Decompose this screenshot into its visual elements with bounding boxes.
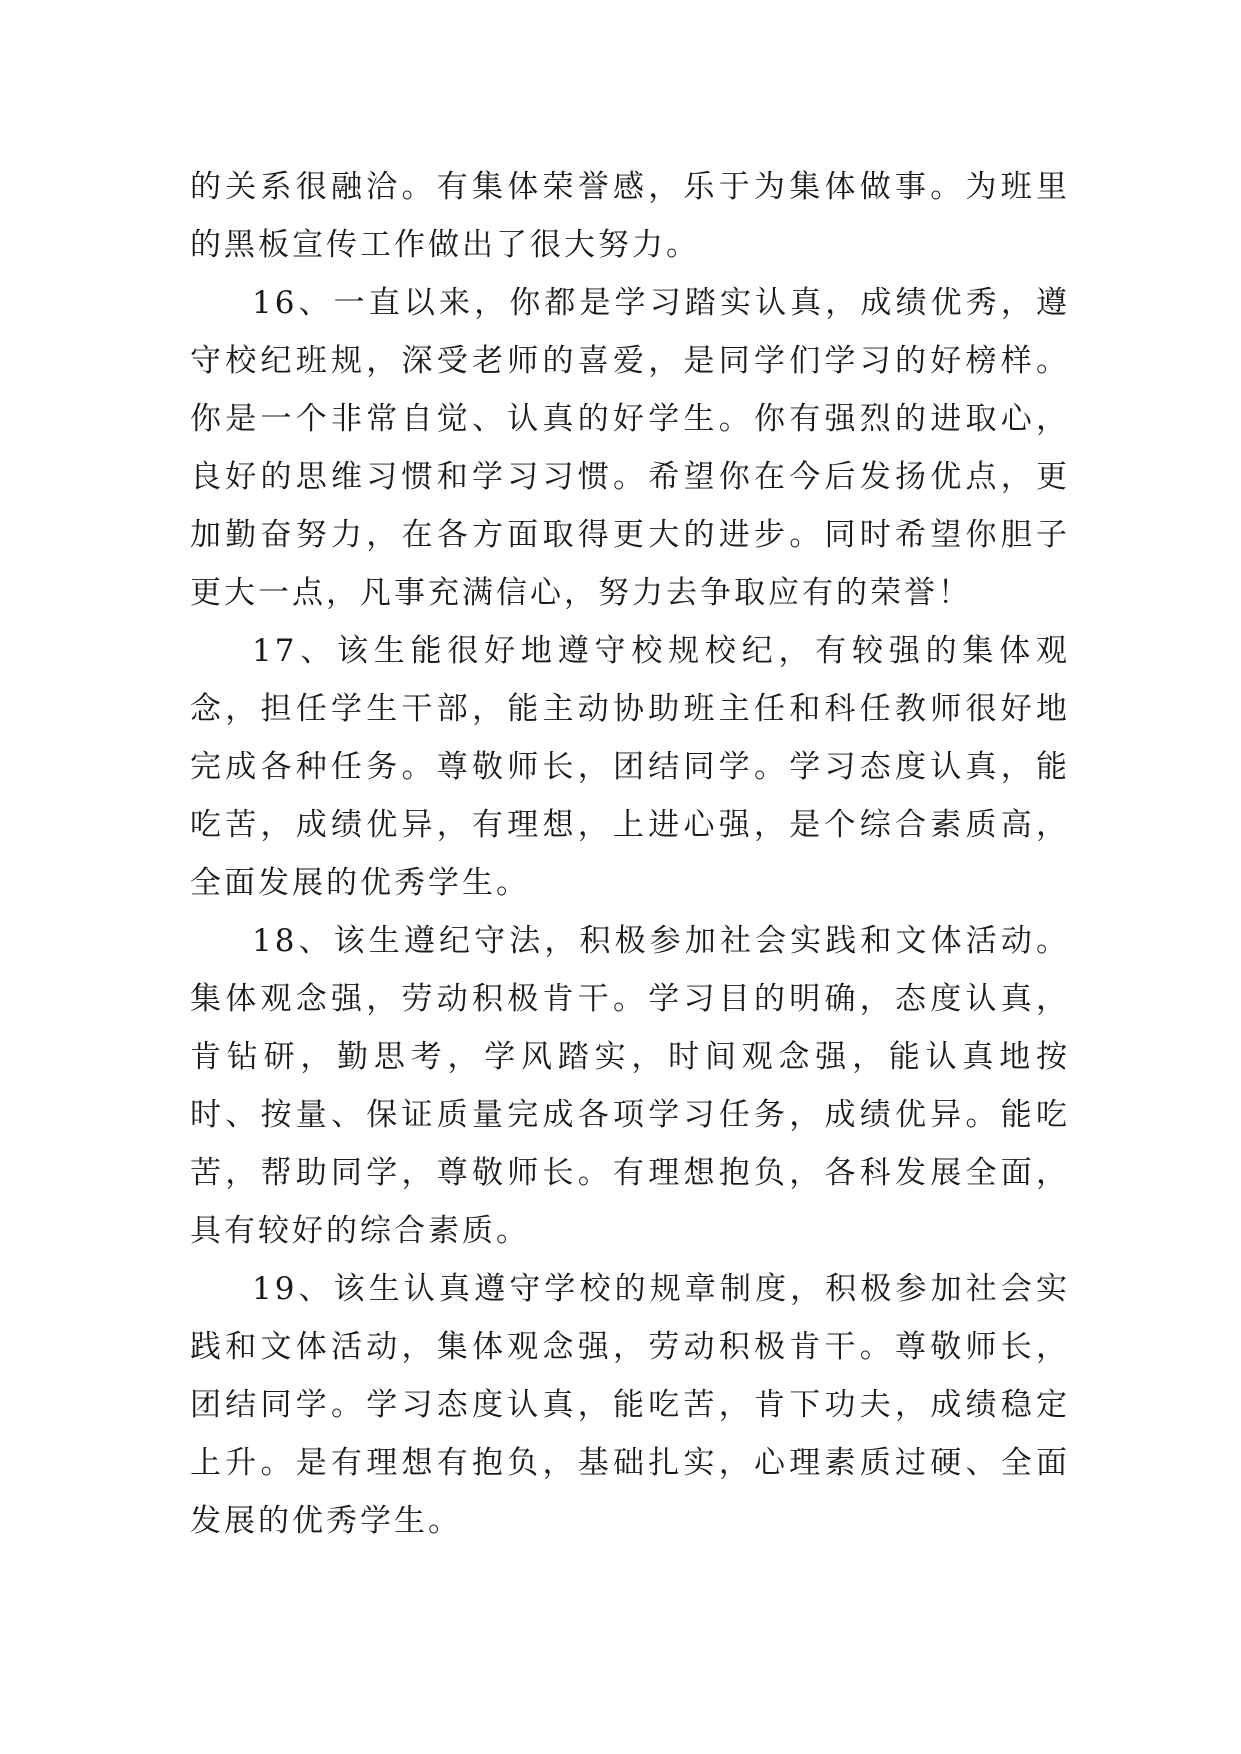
paragraph-item-18: 18、该生遵纪守法，积极参加社会实践和文体活动。集体观念强，劳动积极肯干。学习目的明确，态度认真，肯钻研，勤思考，学风踏实，时间观念强，能认真地按时、按量、保证质量完成各项学习任务，成绩优异。能吃苦，帮助同学，尊敬师长。有理想抱负，各科发展全面，具有较好的综合素质。	[190, 923, 1070, 1249]
paragraph-continuation: 的关系很融洽。有集体荣誉感，乐于为集体做事。为班里的黑板宣传工作做出了很大努力。	[190, 169, 1070, 263]
paragraph-item-19: 19、该生认真遵守学校的规章制度，积极参加社会实践和文体活动，集体观念强，劳动积极肯干。尊敬师长，团结同学。学习态度认真，能吃苦，肯下功夫，成绩稳定上升。是有理想有抱负，基础扎实，心理素质过硬、全面发展的优秀学生。	[190, 1271, 1070, 1539]
document-body	[190, 158, 1070, 1550]
paragraph-item-16: 16、一直以来，你都是学习踏实认真，成绩优秀，遵守校纪班规，深受老师的喜爱，是同学们学习的好榜样。你是一个非常自觉、认真的好学生。你有强烈的进取心，良好的思维习惯和学习习惯。希望你在今后发扬优点，更加勤奋努力，在各方面取得更大的进步。同时希望你胆子更大一点，凡事充满信心，努力去争取应有的荣誉！	[190, 285, 1070, 611]
paragraph-item-17: 17、该生能很好地遵守校规校纪，有较强的集体观念，担任学生干部，能主动协助班主任和科任教师很好地完成各种任务。尊敬师长，团结同学。学习态度认真，能吃苦，成绩优异，有理想，上进心强，是个综合素质高，全面发展的优秀学生。	[190, 633, 1070, 901]
